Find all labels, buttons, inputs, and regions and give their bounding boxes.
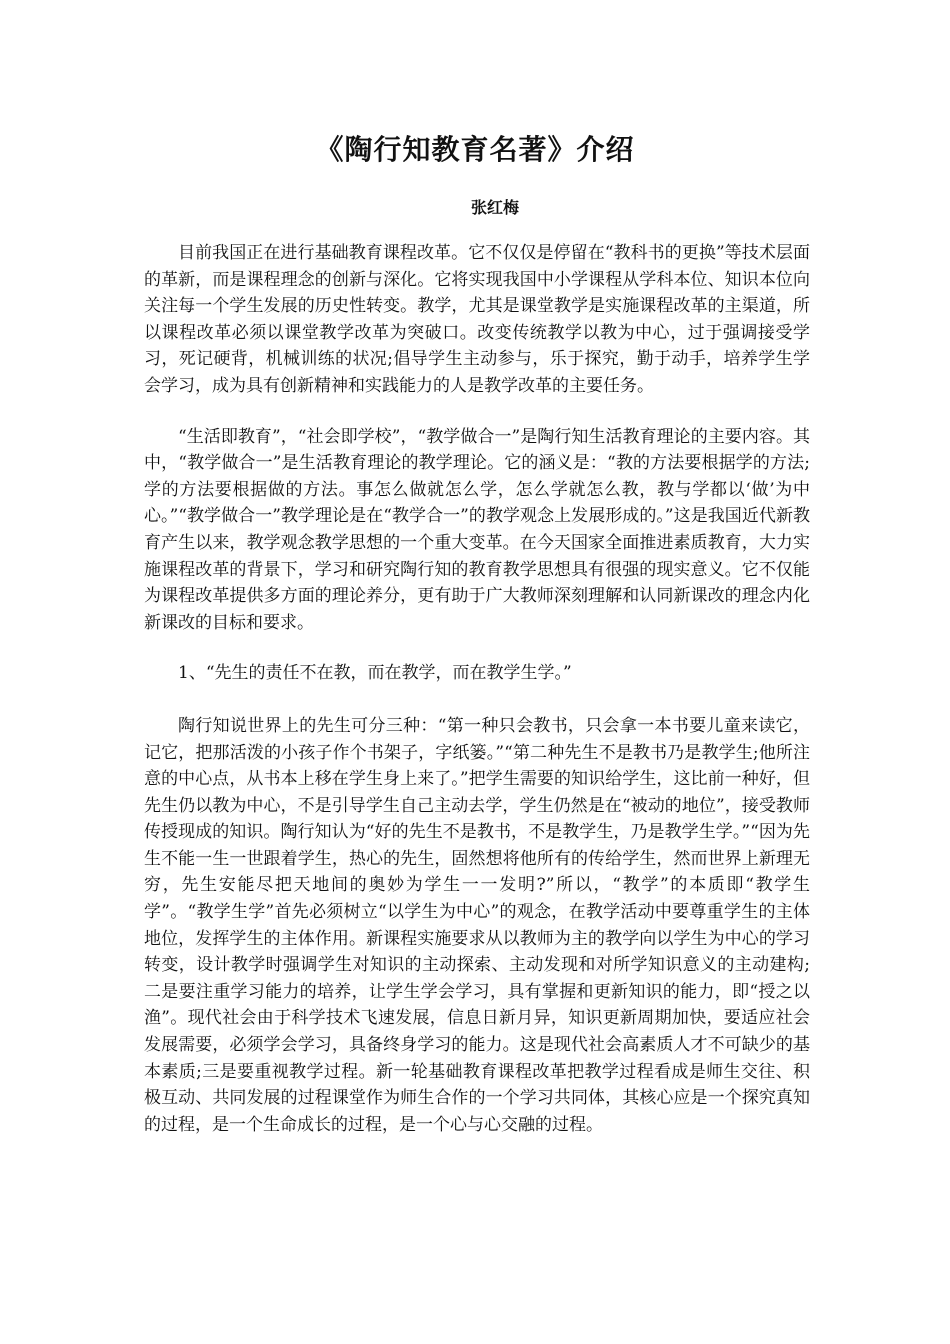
document-body	[144, 240, 810, 1162]
paragraph-intro: 目前我国正在进行基础教育课程改革。它不仅仅是停留在“教科书的更换”等技术层面的革新，而是课程理念的创新与深化。它将实现我国中小学课程从学科本位、知识本位向关注每一个学生发展的历史性转变。教学，尤其是课堂教学是实施课程改革的主渠道，所以课程改革必须以课堂教学改革为突破口。改变传统教学以教为中心，过于强调接受学习，死记硬背，机械训练的状况;倡导学生主动参与，乐于探究，勤于动手，培养学生学会学习，成为具有创新精神和实践能力的人是教学改革的主要任务。	[144, 243, 810, 396]
document-author: 张红梅	[470, 198, 519, 217]
paragraph-section-1: 陶行知说世界上的先生可分三种：“第一种只会教书，只会拿一本书要儿童来读它，记它，把那活泼的小孩子作个书架子，字纸篓。”“第二种先生不是教书乃是教学生;他所注意的中心点，从书本上移在学生身上来了。”把学生需要的知识给学生，这比前一种好，但先生仍以教为中心，不是引导学生自己主动去学，学生仍然是在“被动的地位”，接受教师传授现成的知识。陶行知认为“好的先生不是教书，不是教学生，乃是教学生学。”“因为先生不能一生一世跟着学生，热心的先生，固然想将他所有的传给学生，然而世界上新理无穷，先生安能尽把天地间的奥妙为学生一一发明?”所以，“教学”的本质即“教学生学”。“教学生学”首先必须树立“以学生为中心”的观念，在教学活动中要尊重学生的主体地位，发挥学生的主体作用。新课程实施要求从以教师为主的教学向以学生为中心的学习转变，设计教学时强调学生对知识的主动探索、主动发现和对所学知识意义的主动建构;二是要注重学习能力的培养，让学生学会学习，具有掌握和更新知识的能力，即“授之以渔”。现代社会由于科学技术飞速发展，信息日新月异，知识更新周期加快，要适应社会发展需要，必须学会学习，具备终身学习的能力。这是现代社会高素质人才不可缺少的基本素质;三是要重视教学过程。新一轮基础教育课程改革把教学过程看成是师生交往、积极互动、共同发展的过程课堂作为师生合作的一个学习共同体，其核心应是一个探究真知的过程，是一个生命成长的过程，是一个心与心交融的过程。	[144, 715, 810, 1135]
document-title: 《陶行知教育名著》介绍	[315, 133, 635, 166]
section-heading-1: 1、“先生的责任不在教，而在教学，而在教学生学。”	[178, 663, 572, 684]
paragraph-theory: “生活即教育”，“社会即学校”，“教学做合一”是陶行知生活教育理论的主要内容。其中，“教学做合一”是生活教育理论的教学理论。它的涵义是：“教的方法要根据学的方法;学的方法要根据做的方法。事怎么做就怎么学，怎么学就怎么教，教与学都以‘做’为中心。”“教学做合一”教学理论是在“教学合一”的教学观念上发展形成的。”这是我国近代新教育产生以来，教学观念教学思想的一个重大变革。在今天国家全面推进素质教育，大力实施课程改革的背景下，学习和研究陶行知的教育教学思想具有很强的现实意义。它不仅能为课程改革提供多方面的理论养分，更有助于广大教师深刻理解和认同新课改的理念内化新课改的目标和要求。	[144, 426, 810, 633]
